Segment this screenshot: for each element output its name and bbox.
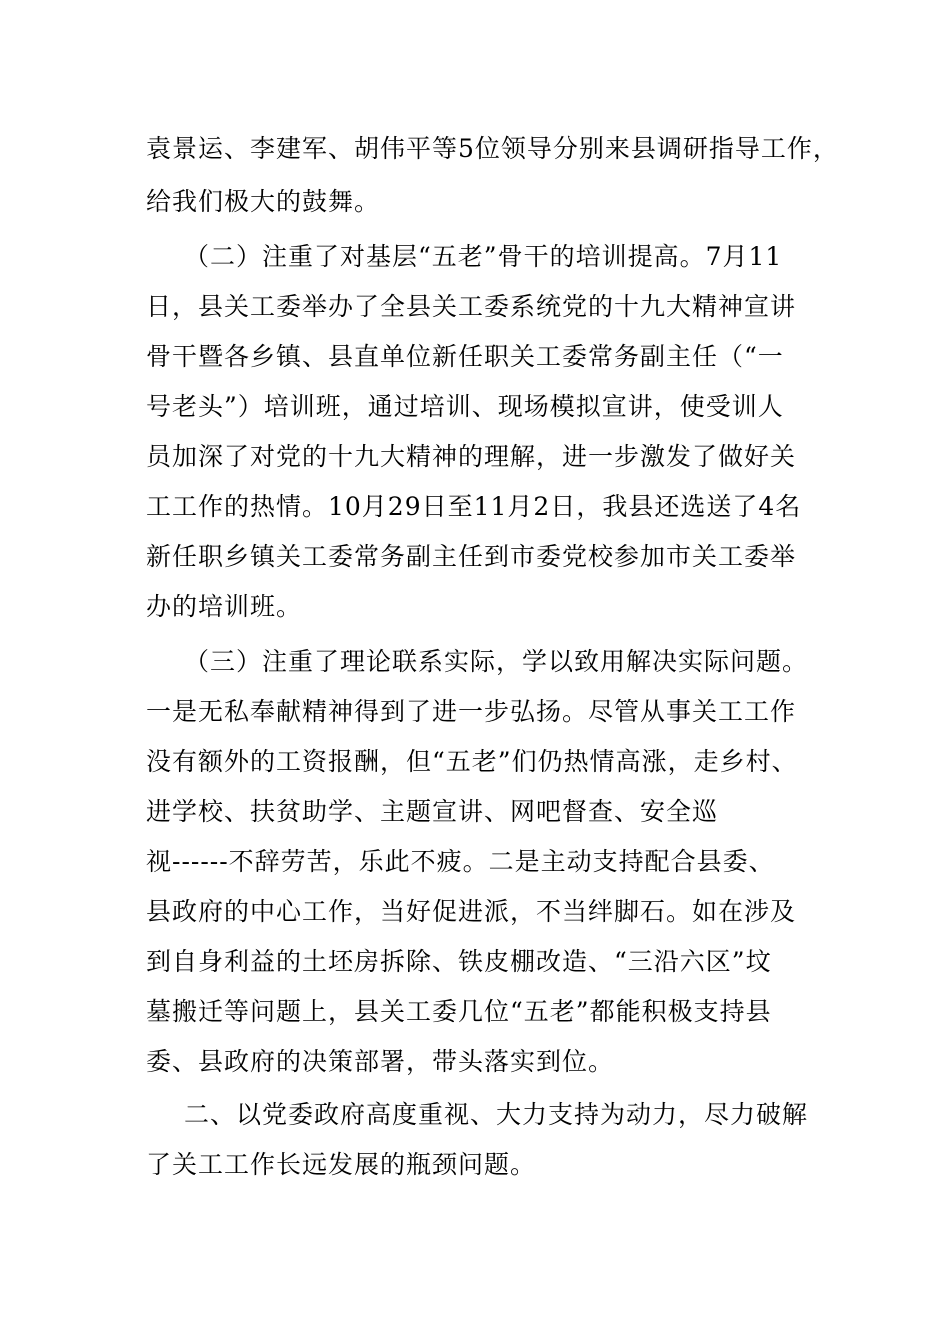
text-line: 视------不辞劳苦，乐此不疲。二是主动支持配合县委、 [146, 847, 775, 876]
text-line: 墓搬迁等问题上，县关工委几位“五老”都能积极支持县 [146, 997, 772, 1026]
text-line: 办的培训班。 [146, 592, 303, 621]
section-heading-2: 二、以党委政府高度重视、大力支持为动力，尽力破解 [184, 1100, 809, 1129]
text-line: 一是无私奉献精神得到了进一步弘扬。尽管从事关工工作 [146, 697, 797, 726]
text-line: 工工作的热情。10月29日至11月2日，我县还选送了4名 [146, 492, 802, 521]
paragraph-heading-2: （二）注重了对基层“五老”骨干的培训提高。7月11 [184, 242, 783, 271]
text-line: 员加深了对党的十九大精神的理解，进一步激发了做好关 [146, 442, 797, 471]
paragraph-heading-3: （三）注重了理论联系实际，学以致用解决实际问题。 [184, 647, 809, 676]
text-line: 骨干暨各乡镇、县直单位新任职关工委常务副主任（“一 [146, 342, 784, 371]
text-line: 委、县政府的决策部署，带头落实到位。 [146, 1047, 615, 1076]
text-line: 日，县关工委举办了全县关工委系统党的十九大精神宣讲 [146, 292, 797, 321]
text-line: 新任职乡镇关工委常务副主任到市委党校参加市关工委举 [146, 542, 797, 571]
text-line: 给我们极大的鼓舞。 [146, 187, 381, 216]
text-line: 到自身利益的土坯房拆除、铁皮棚改造、“三沿六区”坟 [146, 947, 772, 976]
text-line: 了关工工作长远发展的瓶颈问题。 [146, 1150, 537, 1179]
text-line: 号老头”）培训班，通过培训、现场模拟宣讲，使受训人 [146, 392, 784, 421]
text-line: 县政府的中心工作，当好促进派，不当绊脚石。如在涉及 [146, 897, 797, 926]
text-line: 没有额外的工资报酬，但“五老”们仍热情高涨，走乡村、 [146, 747, 798, 776]
text-line: 进学校、扶贫助学、主题宣讲、网吧督查、安全巡 [146, 797, 719, 826]
text-line: 袁景运、李建军、胡伟平等5位领导分别来县调研指导工作， [146, 134, 839, 163]
